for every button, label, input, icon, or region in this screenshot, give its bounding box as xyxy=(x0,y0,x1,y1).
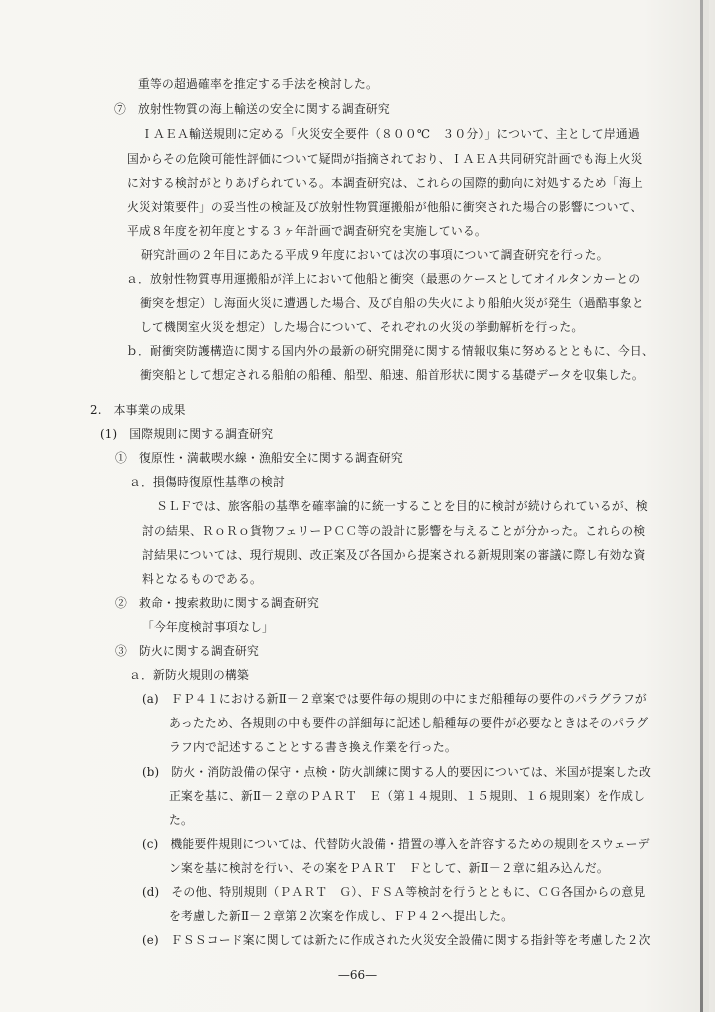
list-item: (d) その他、特別規則（ＰＡＲＴ Ｇ）、ＦＳＡ等検討を行うとともに、ＣＧ各国からの意見 xyxy=(142,885,646,899)
text-line: 衝突船として想定される船舶の船種、船型、船速、船首形状に関する基礎データを収集した。 xyxy=(140,368,644,382)
chapter-heading: 2. 本事業の成果 xyxy=(90,403,186,417)
section-heading: ② 救命・捜索救助に関する調査研究 xyxy=(115,596,319,610)
text-line: 「今年度検討事項なし」 xyxy=(142,620,274,634)
text-line: 火災対策要件」の妥当性の検証及び放射性物質運搬船が他船に衝突された場合の影響について、 xyxy=(127,200,643,214)
text-line: 料となるものである。 xyxy=(142,572,262,586)
text-line: 国からその危険可能性評価について疑問が指摘されており、ＩＡＥＡ共同研究計画でも海上火災 xyxy=(127,152,643,166)
text-line: ラフ内で記述することとする書き換え作業を行った。 xyxy=(169,740,457,754)
list-item: ａ．損傷時復原性基準の検討 xyxy=(129,475,285,489)
section-heading: ③ 防火に関する調査研究 xyxy=(115,644,259,658)
page-binding-edge xyxy=(700,0,703,1012)
list-item: ｂ．耐衝突防護構造に関する国内外の最新の研究開発に関する情報収集に努めるとともに、今日、 xyxy=(126,344,654,358)
text-line: 平成８年度を初年度とする３ヶ年計画で調査研究を実施している。 xyxy=(127,224,487,238)
text-line: た。 xyxy=(169,813,193,827)
text-line: 衝突を想定）し海面火災に遭遇した場合、及び自船の失火により船舶火災が発生（過酷事象と xyxy=(140,296,644,310)
page-edge-shadow xyxy=(703,0,709,1012)
text-line: を考慮した新Ⅱ－２章第２次案を作成し、ＦＰ４２へ提出した。 xyxy=(169,909,514,923)
list-item: ａ．新防火規則の構築 xyxy=(129,668,249,682)
text-line: 正案を基に、新Ⅱ－２章のＰＡＲＴ Ｅ（第１４規則、１５規則、１６規則案）を作成し xyxy=(169,789,646,803)
subsection-heading: (1) 国際規則に関する調査研究 xyxy=(100,427,274,441)
section-heading: ⑦ 放射性物質の海上輸送の安全に関する調査研究 xyxy=(114,102,390,116)
page-number: —66— xyxy=(337,968,378,982)
text-line: 討結果については、現行規則、改正案及び各国から提案される新規則案の審議に際し有効な資 xyxy=(142,548,646,562)
text-line: 研究計画の２年目にあたる平成９年度においては次の事項について調査研究を行った。 xyxy=(141,248,609,262)
list-item: (b) 防火・消防設備の保守・点検・防火訓練に関する人的要因については、米国が提案した改 xyxy=(142,765,651,779)
text-line: ＩＡＥＡ輸送規則に定める「火災安全要件（８００℃ ３０分）」について、主として岸通過 xyxy=(141,127,640,141)
text-line: して機関室火災を想定）した場合について、それぞれの火災の挙動解析を行った。 xyxy=(140,320,584,334)
list-item: (a) ＦＰ４１における新Ⅱ－２章案では要件毎の規則の中にまだ船種毎の要件のパラグラフが xyxy=(142,692,647,706)
text-line: 討の結果、ＲｏＲｏ貨物フェリーＰＣＣ等の設計に影響を与えることが分かった。これらの検 xyxy=(142,524,646,538)
section-heading: ① 復原性・満載喫水線・漁船安全に関する調査研究 xyxy=(115,451,403,465)
list-item: (c) 機能要件規則については、代替防火設備・措置の導入を許容するための規則をスウェーデ xyxy=(142,837,650,851)
text-line: あったため、各規則の中も要件の詳細毎に記述し船種毎の要件が必要なときはそのパラグ xyxy=(169,716,649,730)
text-line: ン案を基に検討を行い、その案をＰＡＲＴ Ｆとして、新Ⅱ－２章に組み込んだ。 xyxy=(169,861,609,875)
text-line: ＳＬＦでは、旅客船の基準を確率論的に統一することを目的に検討が続けられているが、検 xyxy=(156,499,648,513)
list-item: ａ．放射性物質専用運搬船が洋上において他船と衝突（最悪のケースとしてオイルタンカーとの xyxy=(126,272,641,286)
list-item: (e) ＦＳＳコード案に関しては新たに作成された火災安全設備に関する指針等を考慮した２次 xyxy=(142,933,651,947)
text-line: 重等の超過確率を推定する手法を検討した。 xyxy=(138,77,378,91)
text-line: に対する検討がとりあげられている。本調査研究は、これらの国際的動向に対処するため「海上 xyxy=(127,176,643,190)
